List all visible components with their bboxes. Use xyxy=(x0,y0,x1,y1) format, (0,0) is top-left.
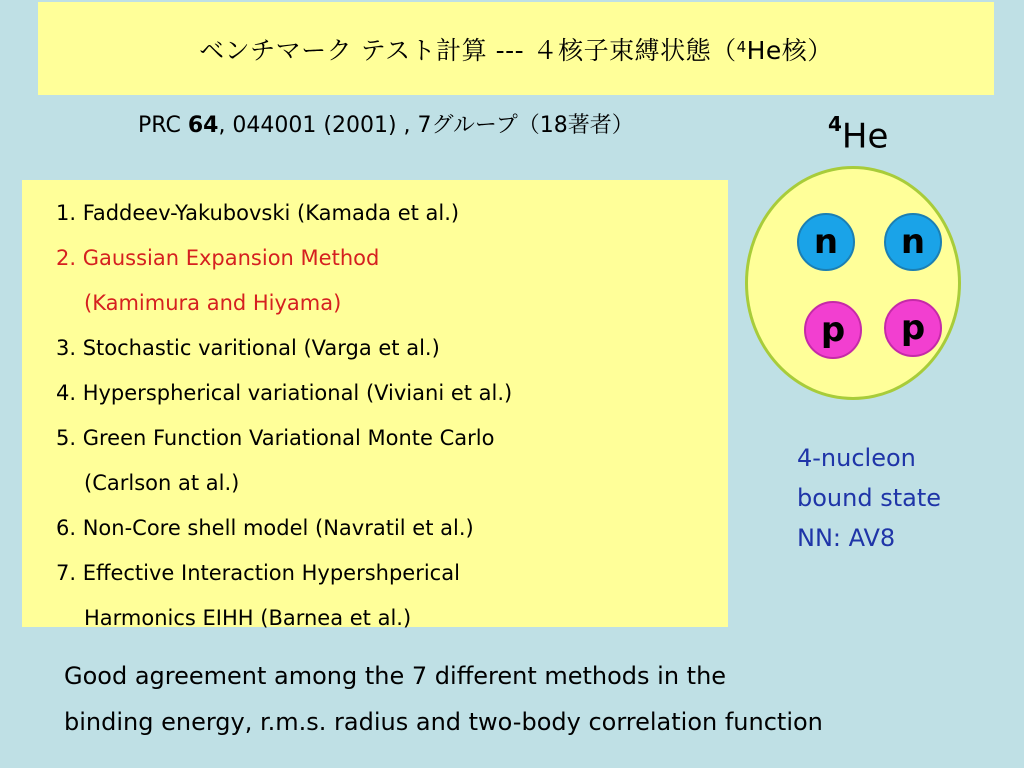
method-item: 3. Stochastic varitional (Varga et al.) xyxy=(56,336,440,360)
reference-groups: 7グループ（18著者） xyxy=(417,113,634,138)
title-end: He核） xyxy=(746,35,833,65)
method-item-highlighted: (Kamimura and Hiyama) xyxy=(84,291,342,315)
method-item-highlighted: 2. Gaussian Expansion Method xyxy=(56,246,380,270)
slide-title xyxy=(38,2,994,95)
summary-text xyxy=(64,653,823,745)
method-item: Harmonics EIHH (Barnea et al.) xyxy=(84,606,412,630)
neutron-circle: n xyxy=(884,213,942,271)
note-line: bound state xyxy=(797,484,941,512)
method-item: 5. Green Function Variational Monte Carlo xyxy=(56,426,495,450)
summary-line: Good agreement among the 7 different methods in the xyxy=(64,662,727,690)
proton-circle: p xyxy=(884,299,942,357)
method-item: (Carlson at al.) xyxy=(84,471,240,495)
summary-line: binding energy, r.m.s. radius and two-body correlation function xyxy=(64,708,823,736)
reference-volume: 64 xyxy=(187,113,219,138)
method-item: 1. Faddeev-Yakubovski (Kamada et al.) xyxy=(56,201,460,225)
nucleus-diagram xyxy=(745,166,961,400)
neutron-circle: n xyxy=(797,213,855,271)
nucleon-note xyxy=(797,438,941,558)
proton-circle: p xyxy=(804,301,862,359)
method-item: 4. Hyperspherical variational (Viviani et al.) xyxy=(56,381,513,405)
note-line: NN: AV8 xyxy=(797,524,896,552)
title-superscript: 4 xyxy=(736,37,747,56)
reference-rest: , 044001 (2001) , xyxy=(218,113,418,138)
method-item: 7. Effective Interaction Hypershperical xyxy=(56,561,460,585)
methods-list xyxy=(22,180,728,630)
title-main: ベンチマーク テスト計算 --- ４核子束縛状態（ xyxy=(199,35,737,65)
reference-line xyxy=(138,108,634,139)
reference-journal: PRC xyxy=(138,113,188,138)
helium-mass-number: 4 xyxy=(828,112,842,136)
helium-symbol: He xyxy=(841,116,889,157)
method-item: 6. Non-Core shell model (Navratil et al.) xyxy=(56,516,474,540)
helium-label xyxy=(828,112,889,157)
note-line: 4-nucleon xyxy=(797,444,916,472)
